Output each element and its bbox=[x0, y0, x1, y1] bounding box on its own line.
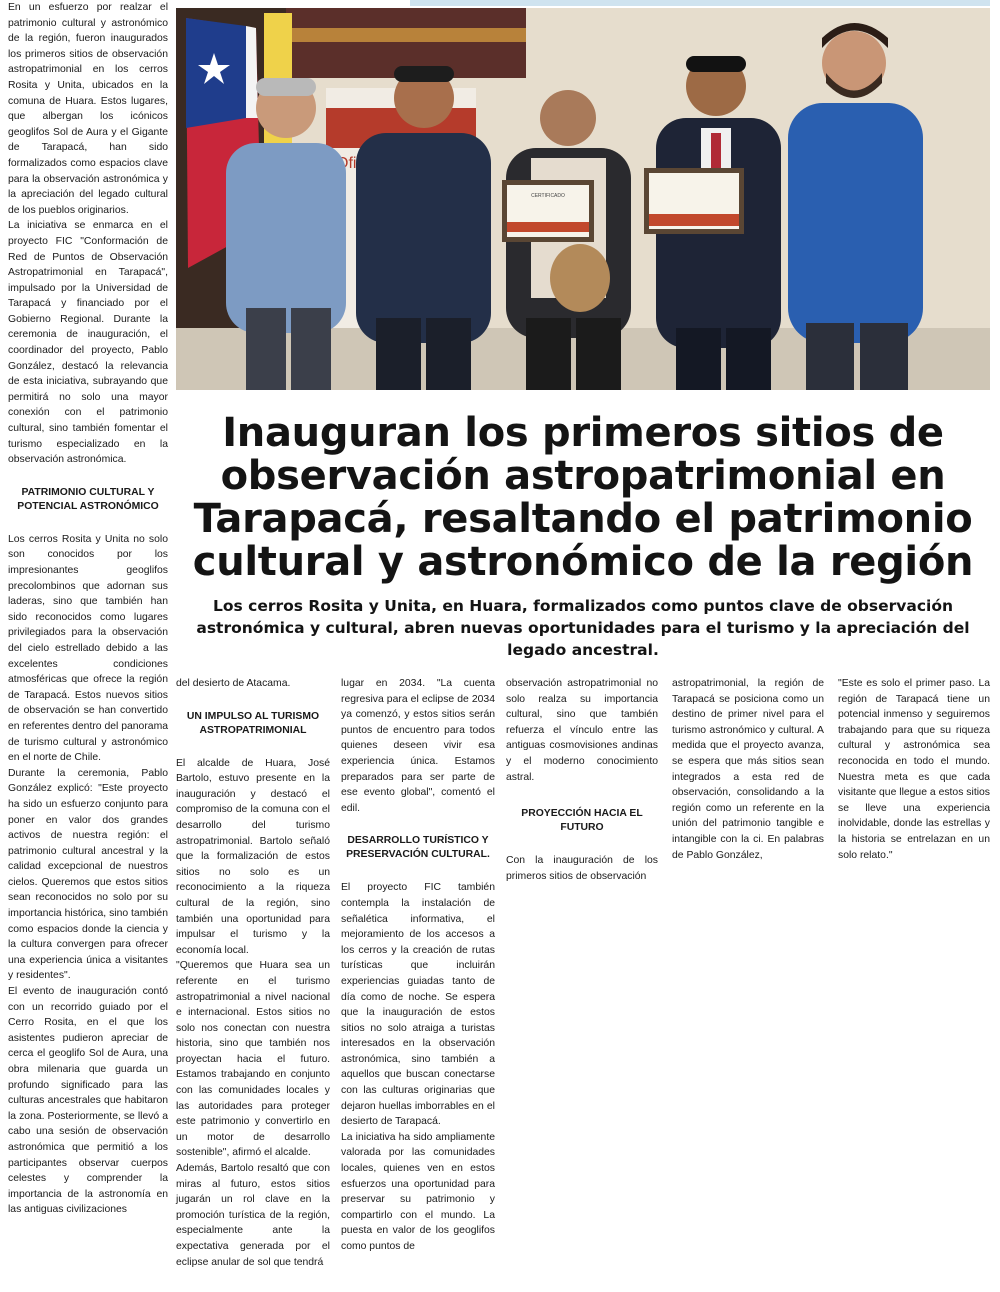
paragraph: La iniciativa se enmarca en el proyecto FIC "Conformación de Red de Puntos de Observación Astropatrimonial en Tarapacá", impulsado por la Universidad de Tarapacá y financiado por el Gobierno Regional. Durante la ceremonia de inauguración, el coordinador del proyecto, Pablo González, destacó la relevancia de esta iniciativa, subrayando que permitirá no solo una mayor conexión con el patrimonio cultural, sino también fomentar el turismo especializado en la observación astronómica. bbox=[8, 220, 168, 466]
subheadline: Los cerros Rosita y Unita, en Huara, formalizados como puntos clave de observación astronómica y cultural, abren nuevas oportunidades para el turismo y la apreciación del legado ancestral. bbox=[196, 597, 970, 659]
section-heading: UN IMPULSO AL TURISMO ASTROPATRIMONIAL bbox=[186, 710, 320, 736]
paragraph: Además, Bartolo resaltó que con miras al futuro, estos sitios jugarán un rol clave en la promoción turística de la región, especialmente ante la expectativa generada por el eclipse anular de sol que tendrá bbox=[176, 1163, 330, 1268]
article-column-6 bbox=[838, 676, 990, 863]
paragraph: del desierto de Atacama. bbox=[176, 678, 291, 689]
paragraph: Los cerros Rosita y Unita no solo son conocidos por los impresionantes geoglifos precolombinos que adornan sus laderas, sino que también han sido reconocidos como lugares privilegiados para la observación del cielo estrellado debido a las excelentes condiciones atmosféricas que ofrece la región de Tarapacá. Estos nuevos sitios de observación se han convertido en referentes dentro del panorama de turismo cultural y astronómico en el norte de Chile. bbox=[8, 533, 169, 764]
section-heading: PROYECCIÓN HACIA EL FUTURO bbox=[521, 808, 643, 834]
page-top-strip bbox=[410, 0, 990, 6]
paragraph: astropatrimonial, la región de Tarapacá se posiciona como un destino de primer nivel para el turismo astronómico y cultural. A medida que el proyecto avanza, se espera que más sitios sean integrados a esta red de observación, consolidando a la región como un referente en la unión del patrimonio tangible e intangible con la ci. En palabras de Pablo González, bbox=[672, 678, 824, 861]
certificate-heading: CERTIFICADO bbox=[531, 193, 565, 199]
paragraph: El evento de inauguración contó con un recorrido guiado por el Cerro Rosita, en el que los asistentes pudieron apreciar de cerca el geoglifo Sol de Aura, una obra milenaria que guarda un profundo significado para las culturas ancestrales que habitaron la zona. Posteriormente, se llevó a cabo una sesión de observación astronómica que permitió a los participantes observar cuerpos celestes y comprender la importancia de la astronomía en las antiguas civilizaciones bbox=[8, 986, 168, 1216]
paragraph: lugar en 2034. "La cuenta regresiva para el eclipse de 2034 ya comenzó, y estos sitios serán puntos de encuentro para todos quienes deseen vivir esa experiencia única. Estamos preparados para ser parte de ese evento global", comentó el edil. bbox=[341, 678, 495, 814]
paragraph: Con la inauguración de los primeros sitios de observación bbox=[506, 855, 658, 882]
certificate-1 bbox=[502, 180, 594, 242]
article-column-5 bbox=[672, 676, 824, 863]
paragraph: "Queremos que Huara sea un referente en el turismo astropatrimonial a nivel nacional e internacional. Estos sitios no solo nos conectan con nuestra historia, sino que también nos proyectan hacia el futuro. Estamos trabajando en conjunto con las comunidades locales y las autoridades para proteger este patrimonio y convertirlo en un motor de desarrollo sostenible", afirmó el alcalde. bbox=[176, 960, 330, 1159]
paragraph: El proyecto FIC también contempla la instalación de señalética informativa, el mejoramiento de los accesos a los cerros y la creación de rutas turísticas que incluirán experiencias guiadas tanto de día como de noche. Se espera que la inauguración de estos sitios no solo atraiga a turistas interesados en la observación astronómica, sino también a aquellos que buscan conectarse con las culturas originarias que dejaron huellas imborrables en el desierto de Tarapacá. bbox=[341, 882, 495, 1128]
section-heading: DESARROLLO TURÍSTICO Y PRESERVACIÓN CULTURAL. bbox=[346, 835, 490, 861]
headline: Inauguran los primeros sitios de observación astropatrimonial en Tarapacá, resaltando el patrimonio cultural y astronómico de la región bbox=[192, 410, 974, 585]
paragraph: En un esfuerzo por realzar el patrimonio cultural y astronómico de la región, fueron inaugurados los primeros sitios de observación astropatrimonial en los cerros Rosita y Unita, ubicados en la comuna de Huara. Estos lugares, que albergan los icónicos geoglifos Sol de Aura y el Gigante de Tarapacá, han sido formalizados como espacios clave para la observación astronómica y la apreciación del legado cultural de los pueblos originarios. bbox=[8, 2, 168, 216]
paragraph: observación astropatrimonial no solo realza su importancia cultural, sino que también refuerza el vínculo entre las antiguas cosmovisiones andinas y el moderno conocimiento astral. bbox=[506, 678, 658, 783]
paragraph: El alcalde de Huara, José Bartolo, estuvo presente en la inauguración y destacó el compromiso de la comuna con el desarrollo del turismo astropatrimonial. Bartolo señaló que la formalización de estos sitios no solo es un reconocimiento a la riqueza cultural de la región, sino también una oportunidad para impulsar el turismo y la economía local. bbox=[176, 757, 330, 956]
flag-white bbox=[246, 26, 258, 118]
paragraph: "Este es solo el primer paso. La región de Tarapacá tiene un potencial inmenso y seguiremos trabajando para que su riqueza cultural y astronómica sea reconocida en todo el mundo. Nuestra meta es que cada visitante que llegue a estos sitios se lleve una experiencia inolvidable, donde las estrellas y la historia se entrelazan en un solo relato." bbox=[838, 678, 990, 861]
photo-illustration bbox=[176, 8, 990, 390]
section-heading: PATRIMONIO CULTURAL Y POTENCIAL ASTRONÓMICO bbox=[17, 486, 159, 512]
paragraph: Durante la ceremonia, Pablo González explicó: "Este proyecto ha sido un esfuerzo conjunto para poner en valor dos grandes activos de nuestra región: el patrimonio cultural ancestral y la calidad excepcional de nuestros cielos. Queremos que estos sitios sean reconocidos no solo por su importancia histórica, sino también como espacios donde la ciencia y la cultura convergen para ofrecer una experiencia única a visitantes y residentes". bbox=[8, 767, 168, 982]
article-column-3 bbox=[341, 676, 495, 1255]
banner-stripe bbox=[286, 28, 526, 42]
article-column-4 bbox=[506, 676, 658, 884]
news-photo bbox=[176, 8, 990, 390]
paragraph: La iniciativa ha sido ampliamente valorada por las comunidades locales, quienes ven en estos esfuerzos una oportunidad para preservar su patrimonio y compartirlo con el mundo. La puesta en valor de los geoglifos como puntos de bbox=[341, 1131, 495, 1252]
article-column-2 bbox=[176, 676, 330, 1270]
certificate-2 bbox=[644, 168, 744, 234]
article-column-1 bbox=[8, 0, 168, 1218]
